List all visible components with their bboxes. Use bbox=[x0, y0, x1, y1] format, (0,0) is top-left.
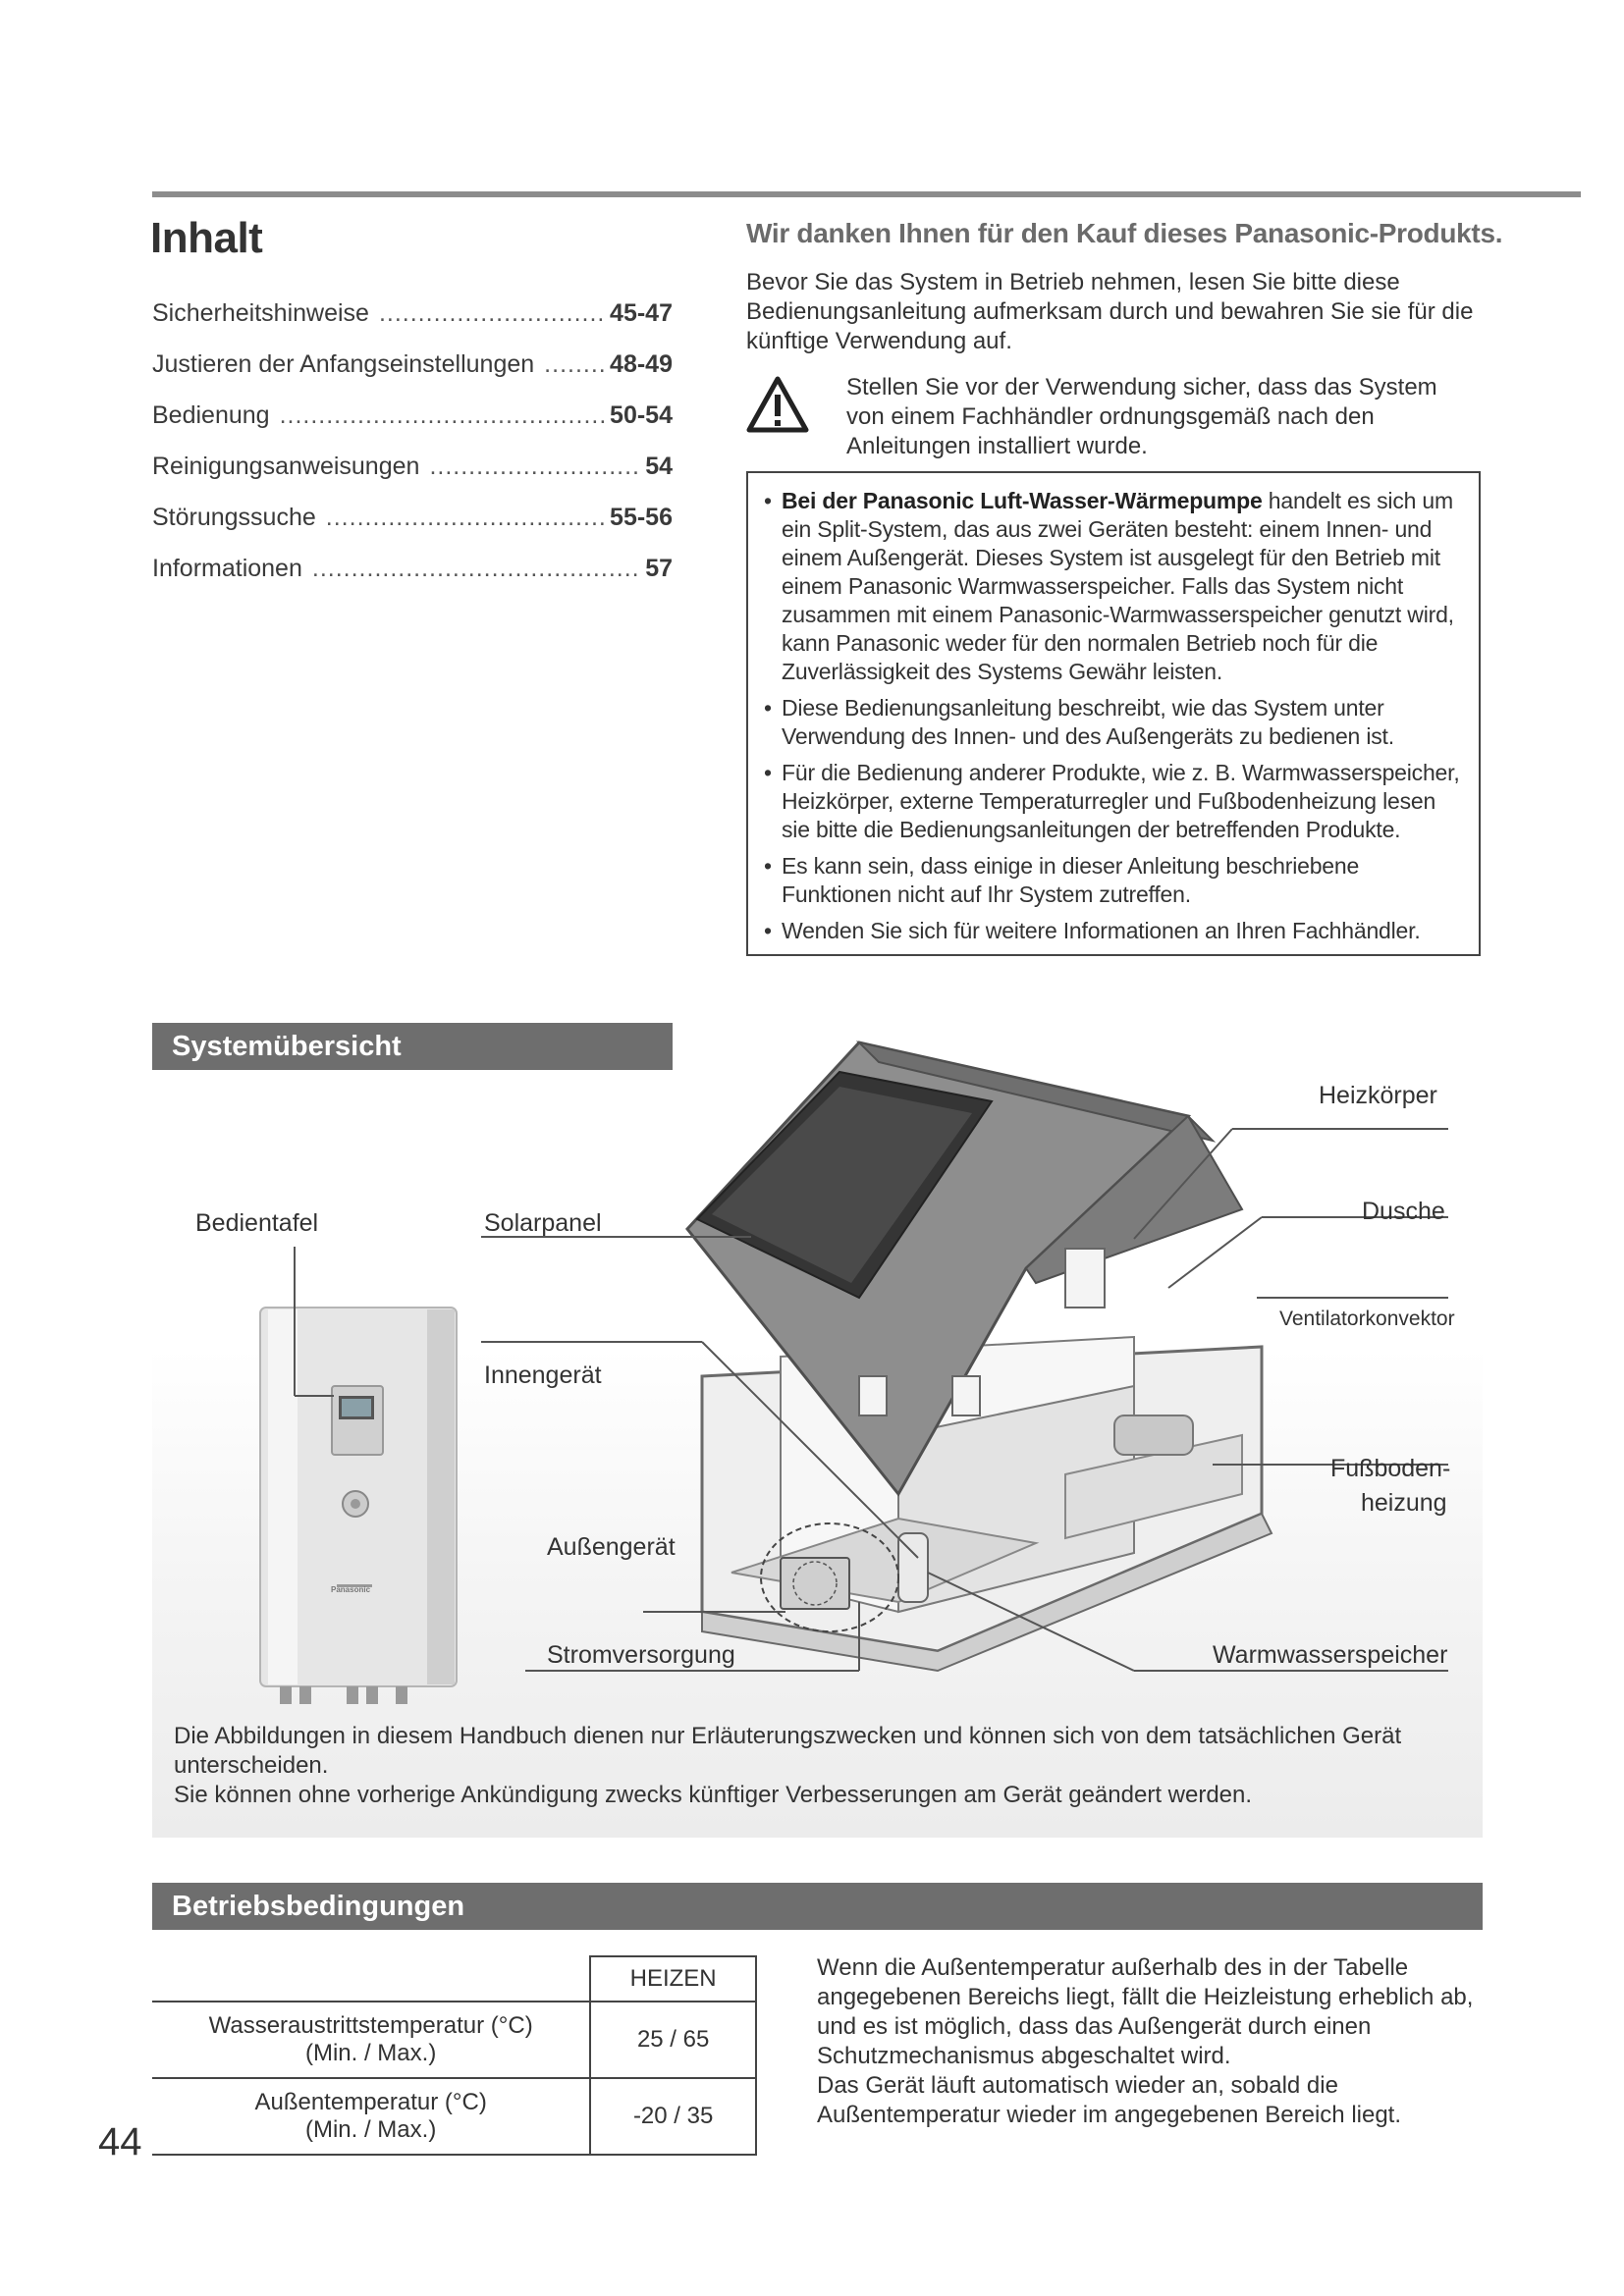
row-label-line-1: Außentemperatur (°C) bbox=[254, 2089, 487, 2115]
toc-item-cleaning[interactable] bbox=[152, 453, 673, 504]
info-note-bold: Bei der Panasonic Luft-Wasser-Wärmepumpe bbox=[782, 488, 1263, 513]
toc-leader-dots bbox=[379, 299, 606, 328]
table-row bbox=[152, 2002, 756, 2078]
house-illustration bbox=[687, 1042, 1272, 1671]
toc-item-troubleshooting[interactable] bbox=[152, 504, 673, 555]
label-control-panel: Bedientafel bbox=[195, 1209, 319, 1237]
unit-brand-logo: Panasonic bbox=[331, 1585, 371, 1594]
toc-label: Informationen bbox=[152, 555, 302, 582]
operating-conditions-table bbox=[152, 1955, 757, 2156]
toc-item-operation[interactable] bbox=[152, 401, 673, 453]
label-power-supply: Stromversorgung bbox=[547, 1641, 735, 1669]
info-note bbox=[760, 694, 1465, 751]
toc-label: Bedienung bbox=[152, 401, 270, 429]
page-number: 44 bbox=[98, 2120, 142, 2163]
toc-leader-dots bbox=[312, 555, 641, 583]
table-header-heating: HEIZEN bbox=[590, 1956, 756, 2002]
toc-item-safety[interactable] bbox=[152, 299, 673, 350]
label-hot-water-tank: Warmwasserspeicher bbox=[1213, 1641, 1448, 1669]
top-rule bbox=[152, 191, 1581, 197]
label-fan-coil: Ventilatorkonvektor bbox=[1279, 1308, 1455, 1330]
warning-icon bbox=[746, 375, 809, 434]
operating-text-1: Wenn die Außentemperatur außerhalb des in der Tabelle angegebenen Bereichs liegt, fällt die Heizleistung erheblich ab, und es ist möglich, dass das Außengerät durch einen Schutzmechanismus abgeschaltet wird. bbox=[817, 1954, 1474, 2069]
toc-label: Justieren der Anfangseinstellungen bbox=[152, 350, 535, 378]
toc-page: 55-56 bbox=[610, 504, 673, 531]
toc-leader-dots bbox=[429, 453, 641, 481]
toc-page: 50-54 bbox=[610, 401, 673, 429]
table-row bbox=[152, 2078, 756, 2155]
info-note-text: Es kann sein, dass einige in dieser Anleitung beschriebene Funktionen nicht auf Ihr System zutreffen. bbox=[782, 853, 1360, 907]
contents-list bbox=[152, 299, 673, 606]
system-illustration bbox=[152, 1023, 1483, 1710]
label-outdoor-unit: Außengerät bbox=[547, 1533, 676, 1561]
toc-label: Störungssuche bbox=[152, 504, 316, 531]
toc-label: Reinigungsanweisungen bbox=[152, 453, 420, 480]
row-label-line-2: (Min. / Max.) bbox=[304, 2116, 437, 2143]
toc-item-information[interactable] bbox=[152, 555, 673, 606]
disclaimer-line-2: Sie können ohne vorherige Ankündigung zwecks künftiger Verbesserungen am Gerät geändert werden. bbox=[174, 1782, 1253, 1808]
info-note-text: Wenden Sie sich für weitere Informationen an Ihren Fachhändler. bbox=[782, 918, 1421, 943]
toc-leader-dots bbox=[326, 504, 606, 532]
section-bar-system-overview: Systemübersicht bbox=[152, 1023, 673, 1070]
intro-text: Bevor Sie das System in Betrieb nehmen, lesen Sie bitte diese Bedienungsanleitung aufmerksam durch und bewahren Sie sie für die künftige Verwendung auf. bbox=[746, 269, 1474, 354]
toc-leader-dots bbox=[544, 350, 606, 379]
info-note bbox=[760, 487, 1465, 686]
info-note bbox=[760, 759, 1465, 844]
toc-page: 45-47 bbox=[610, 299, 673, 327]
label-indoor-unit: Innengerät bbox=[484, 1362, 602, 1389]
info-notes bbox=[760, 487, 1465, 945]
warning-text: Stellen Sie vor der Verwendung sicher, dass das System von einem Fachhändler ordnungsgemäß nach den Anleitungen installiert wurde. bbox=[846, 374, 1437, 459]
row-label-line-2: (Min. / Max.) bbox=[304, 2040, 437, 2066]
indoor-unit-illustration bbox=[260, 1308, 457, 1704]
info-note bbox=[760, 917, 1465, 945]
label-radiator: Heizkörper bbox=[1319, 1082, 1437, 1109]
label-floor-heating-line2: heizung bbox=[1361, 1489, 1447, 1517]
table-header-row bbox=[152, 1956, 756, 2002]
contents-title: Inhalt bbox=[150, 214, 263, 262]
info-box bbox=[746, 471, 1481, 956]
toc-leader-dots bbox=[280, 401, 606, 430]
info-note-text: Diese Bedienungsanleitung beschreibt, wie das System unter Verwendung des Innen- und des Außengeräts zu bedienen ist. bbox=[782, 695, 1394, 749]
table-row-value: 25 / 65 bbox=[590, 2002, 756, 2078]
info-note-text: handelt es sich um ein Split-System, das aus zwei Geräten besteht: einem Innen- und einem Außengerät. Dieses System ist ausgelegt für den Betrieb mit einem Panasonic Warmwasserspeicher. Falls das System nicht zusammen mit einem Panasonic-Warmwasserspeicher genutzt wird, kann Panasonic weder für den normalen Betrieb noch für die Zuverlässigkeit des Systems Gewähr leisten. bbox=[782, 488, 1454, 684]
label-solar-panel: Solarpanel bbox=[484, 1209, 602, 1237]
toc-page: 54 bbox=[645, 453, 673, 480]
label-shower: Dusche bbox=[1362, 1198, 1445, 1225]
section-bar-operating-conditions: Betriebsbedingungen bbox=[152, 1883, 1483, 1930]
operating-text-2: Das Gerät läuft automatisch wieder an, sobald die Außentemperatur wieder im angegebenen Bereich liegt. bbox=[817, 2072, 1402, 2128]
toc-label: Sicherheitshinweise bbox=[152, 299, 369, 327]
toc-page: 48-49 bbox=[610, 350, 673, 378]
row-label-line-1: Wasseraustrittstemperatur (°C) bbox=[208, 2012, 533, 2039]
operating-text bbox=[817, 1953, 1494, 2130]
intro-title: Wir danken Ihnen für den Kauf dieses Panasonic-Produkts. bbox=[746, 218, 1503, 248]
toc-page: 57 bbox=[645, 555, 673, 582]
info-note bbox=[760, 852, 1465, 909]
table-header-empty bbox=[152, 1956, 590, 2002]
table-row-label bbox=[152, 2078, 590, 2155]
table-row-label bbox=[152, 2002, 590, 2078]
system-overview-figure bbox=[152, 1023, 1483, 1838]
toc-item-initial-settings[interactable] bbox=[152, 350, 673, 401]
table-row-value: -20 / 35 bbox=[590, 2078, 756, 2155]
label-floor-heating-line1: Fußboden- bbox=[1330, 1455, 1451, 1482]
system-disclaimer bbox=[174, 1722, 1470, 1810]
info-note-text: Für die Bedienung anderer Produkte, wie z. B. Warmwasserspeicher, Heizkörper, externe Temperaturregler und Fußbodenheizung lesen sie bitte die Bedienungsanleitungen der betreffenden Produkte. bbox=[782, 760, 1460, 842]
disclaimer-line-1: Die Abbildungen in diesem Handbuch dienen nur Erläuterungszwecken und können sich von dem tatsächlichen Gerät unterscheiden. bbox=[174, 1723, 1402, 1779]
